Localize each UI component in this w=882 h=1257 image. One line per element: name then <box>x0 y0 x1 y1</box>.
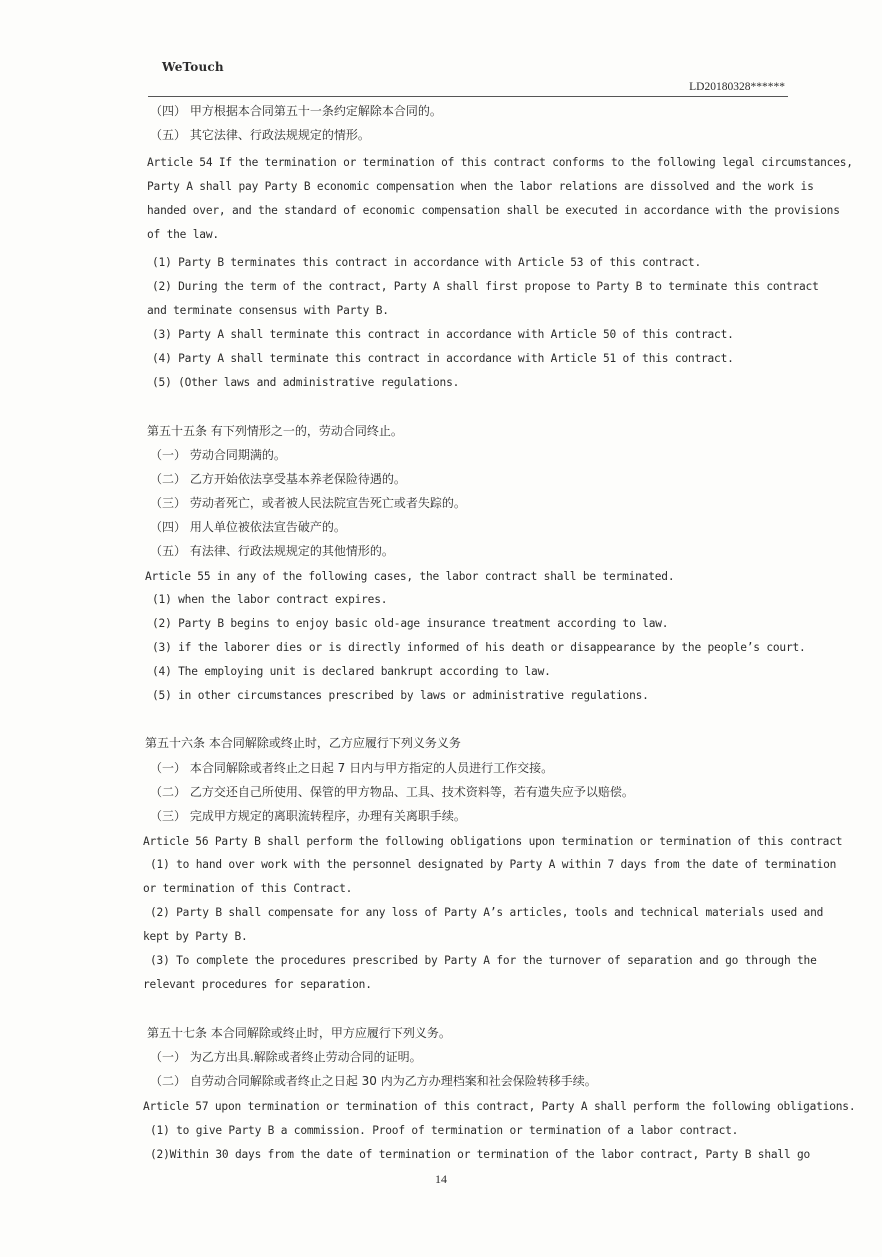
english-text-line: (1) to give Party B a commission. Proof of termination or termination of a labor contract. <box>150 1124 739 1137</box>
chinese-text-line: （四） 甲方根据本合同第五十一条约定解除本合同的。 <box>150 104 442 118</box>
chinese-text-line: 第五十六条 本合同解除或终止时，乙方应履行下列义务义务 <box>145 736 461 750</box>
page-number: 14 <box>435 1172 447 1186</box>
english-text-line: (1) to hand over work with the personnel designated by Party A within 7 days from the date of termination <box>150 858 837 871</box>
chinese-text-line: 第五十五条 有下列情形之一的，劳动合同终止。 <box>147 424 403 438</box>
english-text-line: handed over, and the standard of economic compensation shall be executed in accordance with the provisions <box>147 204 840 217</box>
document-number: LD20180328****** <box>689 81 785 93</box>
chinese-text-line: （二） 乙方开始依法享受基本养老保险待遇的。 <box>150 472 406 486</box>
english-text-line: (2) Party B shall compensate for any loss of Party A’s articles, tools and technical materials used and <box>150 906 824 919</box>
chinese-text-line: （三） 劳动者死亡，或者被人民法院宣告死亡或者失踪的。 <box>150 496 466 510</box>
english-text-line: (4) Party A shall terminate this contract in accordance with Article 51 of this contract. <box>152 352 734 365</box>
chinese-text-line: （五） 其它法律、行政法规规定的情形。 <box>150 128 370 142</box>
english-text-line: (3) if the laborer dies or is directly informed of his death or disappearance by the people’s court. <box>152 641 806 654</box>
english-text-line: and terminate consensus with Party B. <box>147 304 389 317</box>
english-text-line: kept by Party B. <box>143 930 248 943</box>
english-text-line: Article 55 in any of the following cases, the labor contract shall be terminated. <box>145 570 675 583</box>
english-text-line: (1) Party B terminates this contract in accordance with Article 53 of this contract. <box>152 256 701 269</box>
chinese-text-line: （一） 本合同解除或者终止之日起 7 日内与甲方指定的人员进行工作交接。 <box>150 761 554 775</box>
english-text-line: Article 57 upon termination or termination of this contract, Party A shall perform the following obligations. <box>143 1100 856 1113</box>
chinese-text-line: （四） 用人单位被依法宣告破产的。 <box>150 520 346 534</box>
english-text-line: (3) To complete the procedures prescribed by Party A for the turnover of separation and go through the <box>150 954 817 967</box>
english-text-line: (2) During the term of the contract, Party A shall first propose to Party B to terminate this contract <box>152 280 819 293</box>
chinese-text-line: （一） 劳动合同期满的。 <box>150 448 286 462</box>
english-text-line: (4) The employing unit is declared bankrupt according to law. <box>152 665 551 678</box>
english-text-line: relevant procedures for separation. <box>143 978 372 991</box>
chinese-text-line: （一） 为乙方出具.解除或者终止劳动合同的证明。 <box>150 1050 422 1064</box>
header-rule <box>148 96 788 97</box>
english-text-line: or termination of this Contract. <box>143 882 353 895</box>
chinese-text-line: （三） 完成甲方规定的离职流转程序，办理有关离职手续。 <box>150 809 466 823</box>
english-text-line: (3) Party A shall terminate this contract in accordance with Article 50 of this contract. <box>152 328 734 341</box>
chinese-text-line: （五） 有法律、行政法规规定的其他情形的。 <box>150 544 394 558</box>
chinese-text-line: （二） 自劳动合同解除或者终止之日起 30 内为乙方办理档案和社会保险转移手续。 <box>150 1074 597 1088</box>
english-text-line: (5) in other circumstances prescribed by laws or administrative regulations. <box>152 689 649 702</box>
brand-name: WeTouch <box>162 60 224 74</box>
english-text-line: Party A shall pay Party B economic compensation when the labor relations are dissolved and the work is <box>147 180 814 193</box>
english-text-line: (2) Party B begins to enjoy basic old-age insurance treatment according to law. <box>152 617 669 630</box>
english-text-line: (1) when the labor contract expires. <box>152 593 388 606</box>
english-text-line: (2)Within 30 days from the date of termination or termination of the labor contract, Party B shall go <box>150 1148 811 1161</box>
chinese-text-line: 第五十七条 本合同解除或终止时，甲方应履行下列义务。 <box>147 1026 451 1040</box>
english-text-line: Article 56 Party B shall perform the following obligations upon termination or termination of this contract <box>143 835 843 848</box>
english-text-line: of the law. <box>147 228 219 241</box>
english-text-line: (5) (Other laws and administrative regulations. <box>152 376 460 389</box>
english-text-line: Article 54 If the termination or termination of this contract conforms to the following legal circumstances, <box>147 156 853 169</box>
chinese-text-line: （二） 乙方交还自己所使用、保管的甲方物品、工具、技术资料等，若有遗失应予以赔偿。 <box>150 785 634 799</box>
